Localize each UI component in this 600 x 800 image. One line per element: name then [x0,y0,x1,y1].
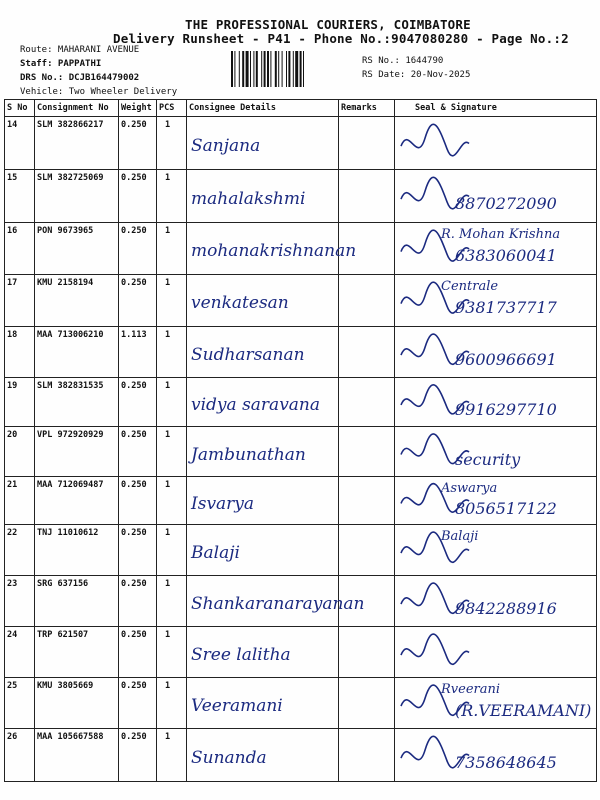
signature-cell [395,223,597,275]
consignment-cell: SLM 382866217 [35,117,119,170]
signature-cell [395,729,597,782]
signature-extra: 6383060041 [455,246,557,265]
pcs-cell: 1 [157,170,187,223]
col-pcs: PCS [157,100,187,117]
weight-cell: 0.250 [119,275,157,327]
sno-cell: 18 [5,327,35,378]
signature-extra: 8870272090 [455,194,557,213]
signature-cell [395,678,597,729]
table-row [5,427,597,477]
consignee-cell [187,378,339,427]
sno-cell: 19 [5,378,35,427]
sno-cell: 22 [5,525,35,576]
consignee-name: Sunanda [191,748,267,768]
signature-cell [395,170,597,223]
remarks-cell [339,117,395,170]
table-row [5,729,597,782]
consignee-name: mahalakshmi [191,189,306,209]
weight-cell: 0.250 [119,729,157,782]
weight-cell: 0.250 [119,117,157,170]
rs-number: RS No.: 1644790 [362,56,444,66]
sno-cell: 17 [5,275,35,327]
pcs-cell: 1 [157,275,187,327]
signature-text: Balaji [441,529,479,544]
signature-cell [395,378,597,427]
pcs-cell: 1 [157,427,187,477]
weight-cell: 0.250 [119,170,157,223]
col-consignment: Consignment No [35,100,119,117]
col-signature: Seal & Signature [395,100,597,117]
sno-cell: 16 [5,223,35,275]
barcode [231,51,359,87]
pcs-cell: 1 [157,117,187,170]
signature-extra: (R.VEERAMANI) [455,701,592,720]
signature-cell [395,117,597,170]
signature-extra: 9600966691 [455,350,557,369]
consignee-name: Sree lalitha [191,645,291,665]
col-remarks: Remarks [339,100,395,117]
consignment-cell: MAA 713006210 [35,327,119,378]
table-row [5,378,597,427]
table-header [5,100,597,117]
signature-text: Centrale [441,279,499,294]
table-row [5,223,597,275]
weight-cell: 0.250 [119,525,157,576]
consignment-cell: MAA 712069487 [35,477,119,525]
signature-cell [395,477,597,525]
rs-date: RS Date: 20-Nov-2025 [362,70,471,80]
pcs-cell: 1 [157,525,187,576]
consignment-cell: KMU 3805669 [35,678,119,729]
consignment-cell: MAA 105667588 [35,729,119,782]
signature-cell [395,275,597,327]
weight-cell: 0.250 [119,627,157,678]
consignee-cell [187,729,339,782]
consignee-cell [187,117,339,170]
col-consignee: Consignee Details [187,100,339,117]
consignment-cell: PON 9673965 [35,223,119,275]
signature-text: Aswarya [441,481,498,496]
signature-text: Rveerani [441,682,501,697]
remarks-cell [339,427,395,477]
remarks-cell [339,627,395,678]
sno-cell: 23 [5,576,35,627]
route: Route: MAHARANI AVENUE [20,45,140,55]
weight-cell: 0.250 [119,678,157,729]
weight-cell: 0.250 [119,576,157,627]
sno-cell: 15 [5,170,35,223]
table-row [5,576,597,627]
vehicle: Vehicle: Two Wheeler Delivery [20,87,178,97]
signature-text: R. Mohan Krishna [441,227,561,242]
signature-cell [395,627,597,678]
drs-number: DRS No.: DCJB164479002 [20,73,140,83]
signature-cell [395,427,597,477]
signature-extra: 7358648645 [455,753,557,772]
sno-cell: 20 [5,427,35,477]
consignment-cell: KMU 2158194 [35,275,119,327]
consignee-cell [187,627,339,678]
signature-extra: security [455,450,521,469]
remarks-cell [339,275,395,327]
consignee-name: Balaji [191,543,240,563]
consignee-name: Sudharsanan [191,345,305,365]
consignee-name: Isvarya [191,494,255,514]
consignment-cell: SRG 637156 [35,576,119,627]
table-row [5,275,597,327]
table-row [5,525,597,576]
consignee-cell [187,427,339,477]
weight-cell: 0.250 [119,427,157,477]
consignee-cell [187,525,339,576]
consignment-cell: TNJ 11010612 [35,525,119,576]
consignee-name: mohanakrishnanan [191,241,357,261]
signature-extra: 9381737717 [455,298,557,317]
consignment-cell: VPL 972920929 [35,427,119,477]
sno-cell: 24 [5,627,35,678]
weight-cell: 0.250 [119,223,157,275]
remarks-cell [339,576,395,627]
remarks-cell [339,170,395,223]
remarks-cell [339,678,395,729]
consignee-name: Jambunathan [191,445,306,465]
consignee-cell [187,275,339,327]
consignee-cell [187,170,339,223]
table-row [5,477,597,525]
signature-extra: 9842288916 [455,599,557,618]
col-weight: Weight [119,100,157,117]
consignee-name: vidya saravana [191,395,321,415]
signature-cell [395,576,597,627]
consignee-cell [187,223,357,275]
consignee-name: venkatesan [191,293,289,313]
pcs-cell: 1 [157,627,187,678]
consignment-cell: TRP 621507 [35,627,119,678]
remarks-cell [339,525,395,576]
signature-scribble [395,627,485,678]
runsheet-title: THE PROFESSIONAL COURIERS, COIMBATORE [185,17,471,32]
signature-scribble [395,117,485,170]
sno-cell: 14 [5,117,35,170]
runsheet-table [4,99,597,782]
sno-cell: 26 [5,729,35,782]
remarks-cell [339,729,395,782]
table-row [5,170,597,223]
weight-cell: 1.113 [119,327,157,378]
pcs-cell: 1 [157,327,187,378]
pcs-cell: 1 [157,729,187,782]
signature-cell [395,327,597,378]
consignee-name: Shankaranarayanan [191,594,365,614]
signature-extra: 9916297710 [455,400,557,419]
table-row [5,117,597,170]
sno-cell: 25 [5,678,35,729]
remarks-cell [339,378,395,427]
sno-cell: 21 [5,477,35,525]
weight-cell: 0.250 [119,378,157,427]
consignee-name: Sanjana [191,136,261,156]
remarks-cell [339,327,395,378]
remarks-cell [339,223,395,275]
consignee-cell [187,576,365,627]
runsheet-subtitle: Delivery Runsheet - P41 - Phone No.:9047080280 - Page No.:2 [113,31,569,46]
remarks-cell [339,477,395,525]
weight-cell: 0.250 [119,477,157,525]
consignee-name: Veeramani [191,696,283,716]
pcs-cell: 1 [157,678,187,729]
consignment-cell: SLM 382725069 [35,170,119,223]
consignee-cell [187,477,339,525]
col-sno: S No [5,100,35,117]
pcs-cell: 1 [157,223,187,275]
pcs-cell: 1 [157,378,187,427]
consignment-cell: SLM 382831535 [35,378,119,427]
consignee-cell [187,678,339,729]
staff: Staff: PAPPATHI [20,59,102,69]
signature-cell [395,525,597,576]
consignee-cell [187,327,339,378]
table-row [5,627,597,678]
pcs-cell: 1 [157,576,187,627]
table-row [5,327,597,378]
table-row [5,678,597,729]
pcs-cell: 1 [157,477,187,525]
signature-extra: 8056517122 [455,499,557,518]
